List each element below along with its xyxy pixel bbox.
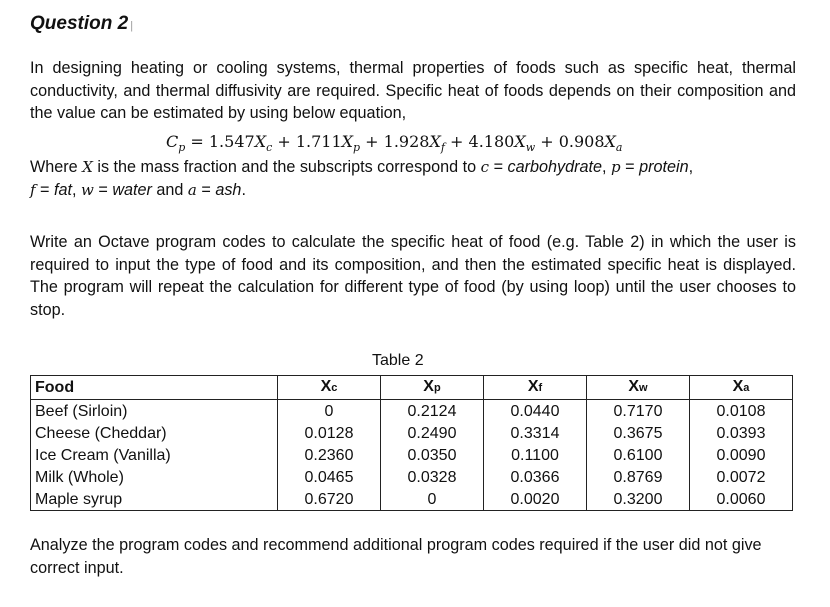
header-food: Food <box>31 376 278 400</box>
table-row <box>31 444 793 466</box>
table-header-row <box>31 376 793 400</box>
cell-xf: 0.3314 <box>484 422 587 444</box>
cell-xc: 0.2360 <box>278 444 381 466</box>
cell-xa: 0.0072 <box>690 466 793 488</box>
table-row <box>31 488 793 511</box>
cell-xw: 0.6100 <box>587 444 690 466</box>
cell-food: Beef (Sirloin) <box>31 400 278 423</box>
cell-xw: 0.3675 <box>587 422 690 444</box>
cell-xc: 0.0465 <box>278 466 381 488</box>
cell-xf: 0.1100 <box>484 444 587 466</box>
cell-food: Ice Cream (Vanilla) <box>31 444 278 466</box>
analyze-paragraph: Analyze the program codes and recommend additional program codes required if the user did not give correct input. <box>30 536 762 577</box>
cell-xc: 0.6720 <box>278 488 381 511</box>
table-row <box>31 422 793 444</box>
question-title: Question 2 | <box>30 13 134 34</box>
cell-xp: 0 <box>381 488 484 511</box>
composition-table <box>30 375 793 511</box>
cell-xp: 0.2124 <box>381 400 484 423</box>
variable-definitions: Where X is the mass fraction and the subscripts correspond to c = carbohydrate, p = protein, f = fat, w = water and a = ash. <box>30 158 694 199</box>
header-xp: Xp <box>381 376 484 400</box>
cell-xw: 0.3200 <box>587 488 690 511</box>
header-xf: Xf <box>484 376 587 400</box>
specific-heat-equation: $C_p = 1.547X_c + 1.711X_p + 1.928X_f + 4.180X_w + 0.908X_a$ <box>166 132 623 155</box>
cell-food: Milk (Whole) <box>31 466 278 488</box>
table-row <box>31 400 793 423</box>
cell-xp: 0.2490 <box>381 422 484 444</box>
table-caption: Table 2 <box>372 352 424 369</box>
cell-xw: 0.8769 <box>587 466 690 488</box>
header-xc: Xc <box>278 376 381 400</box>
cell-xf: 0.0366 <box>484 466 587 488</box>
cell-food: Cheese (Cheddar) <box>31 422 278 444</box>
cell-xa: 0.0090 <box>690 444 793 466</box>
intro-paragraph: In designing heating or cooling systems, thermal properties of foods such as specific heat, thermal conductivity, and thermal diffusivity are required. Specific heat of foods depends on their composition and the value can be estimated by using below equation, <box>30 59 796 123</box>
header-xw: Xw <box>587 376 690 400</box>
cell-food: Maple syrup <box>31 488 278 511</box>
cell-xc: 0 <box>278 400 381 423</box>
table-row <box>31 466 793 488</box>
header-xa: Xa <box>690 376 793 400</box>
cell-xf: 0.0440 <box>484 400 587 423</box>
cell-xp: 0.0328 <box>381 466 484 488</box>
cursor-mark: | <box>130 20 134 32</box>
cell-xp: 0.0350 <box>381 444 484 466</box>
cell-xa: 0.0393 <box>690 422 793 444</box>
cell-xf: 0.0020 <box>484 488 587 511</box>
task-paragraph: Write an Octave program codes to calculate the specific heat of food (e.g. Table 2) in which the user is required to input the type of food and its composition, and then the estimated specific heat is displayed. The program will repeat the calculation for different type of food (by using loop) until the user chooses to stop. <box>30 233 796 320</box>
cell-xc: 0.0128 <box>278 422 381 444</box>
cell-xa: 0.0060 <box>690 488 793 511</box>
cell-xa: 0.0108 <box>690 400 793 423</box>
cell-xw: 0.7170 <box>587 400 690 423</box>
